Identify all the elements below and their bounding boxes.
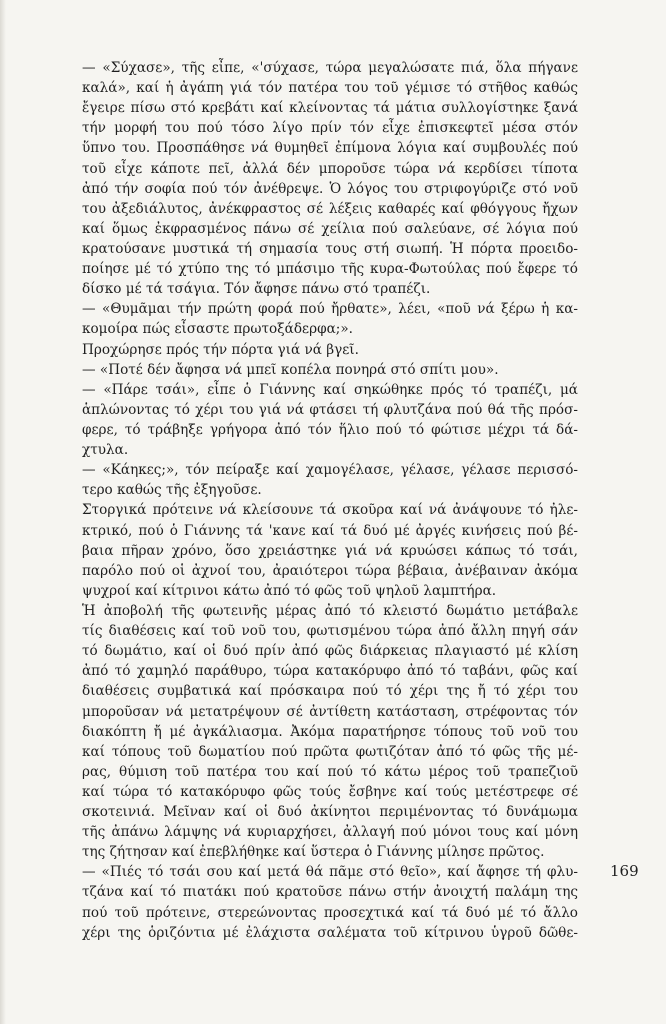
text-line: τζάνα καί τό πιατάκι πού κρατοῦσε πάνω στήν ἀνοιχτή παλάμη της [82, 884, 578, 901]
text-line: — «Σύχασε», τῆς εἶπε, «'σύχασε, τώρα μεγαλώσατε πιά, ὅλα πήγανε [82, 60, 578, 76]
text-line: καλά», καί ἡ ἀγάπη γιά τόν πατέρα του τοῦ γέμισε τό στῆθος καθώς [82, 80, 578, 97]
text-line: σκοτεινιά. Μεῖναν καί οἱ δυό ἀκίνητοι περιμένοντας τό δυνάμωμα [82, 804, 578, 821]
text-line: καί ὅμως ἐκφρασμένος πάνω σέ χείλια πού σαλεύανε, σέ λόγια πού [82, 220, 578, 237]
text-line: χτυλα. [82, 442, 129, 459]
text-line: καί τώρα τό κατακόρυφο φῶς τούς ἔσβηνε καί τούς μετέστρεφε σέ [82, 783, 578, 800]
text-line: — «Κάηκες;», τόν πείραξε καί χαμογέλασε, γέλασε, γέλασε περισσό- [82, 462, 578, 479]
text-line: τοῦ εἶχε κάποτε πεῖ, ἀλλά δέν μποροῦσε τώρα νά κερδίσει τίποτα [82, 160, 578, 177]
text-line: παρόλο πού οἱ ἀχνοί του, ἀραιότεροι τώρα βέβαια, ἀνέβαιναν ἀκόμα [82, 562, 578, 579]
text-line: Στοργικά πρότεινε νά κλείσουνε τά σκοῦρα καί νά ἀνάψουνε τό ἠλε- [82, 502, 578, 519]
text-line: — «Ποτέ δέν ἄφησα νά μπεῖ κοπέλα πονηρά στό σπίτι μου». [82, 361, 499, 378]
text-line: ἁπλώνοντας τό χέρι του γιά νά φτάσει τή φλυτζάνα πού θά τῆς πρόσ- [82, 401, 578, 418]
body-text [82, 58, 578, 943]
text-line: ἔγειρε πίσω στό κρεβάτι καί κλείνοντας τά μάτια συλλογίστηκε ξανά [82, 100, 578, 117]
text-line: — «Πιές τό τσάι σου καί μετά θά πᾶμε στό θεῖο», καί ἄφησε τή φλυ- [82, 864, 578, 881]
text-line: τῆς ἀπάνω λάμψης νά κυριαρχήσει, ἀλλαγή πού μόνοι τους καί μόνη [82, 824, 578, 841]
page-number: 169 [610, 862, 639, 880]
text-line: τερο καθώς τῆς ἐξηγοῦσε. [82, 482, 262, 499]
text-line: τίς διαθέσεις καί τοῦ νοῦ του, φωτισμένου τώρα ἀπό ἄλλη πηγή σάν [82, 623, 578, 640]
text-line: μποροῦσαν νά μετατρέψουν σέ ἀντίθετη κατάσταση, στρέφοντας τόν [82, 703, 578, 720]
text-line: διαθέσεις συμβατικά καί πρόσκαιρα πού τό χέρι της ἤ τό χέρι του [82, 683, 578, 700]
text-line: διακόπτη ἤ μέ ἀγκάλιασμα. Ἀκόμα παρατήρησε τόπους τοῦ νοῦ του [82, 723, 578, 740]
text-line: πού τοῦ πρότεινε, στερεώνοντας προσεχτικά καί τά δυό μέ τό ἄλλο [82, 904, 578, 921]
text-line: ρας, θύμιση τοῦ πατέρα του καί πού τό κάτω μέρος τοῦ τραπεζιοῦ [82, 763, 578, 780]
text-line: τήν μορφή του πού τόσο λίγο πρίν τόν εἶχε ἐπισκεφτεῖ μέσα στόν [82, 120, 578, 137]
text-line: βαια πῆραν χρόνο, ὅσο χρειάστηκε γιά νά κρυώσει κάπως τό τσάι, [82, 542, 578, 559]
text-line: ἀπό τήν σοφία πού τόν ἀνέθρεψε. Ὁ λόγος του στριφογύριζε στό νοῦ [82, 180, 578, 197]
text-line: Ἡ ἀποβολή τῆς φωτεινῆς μέρας ἀπό τό κλειστό δωμάτιο μετάβαλε [82, 602, 578, 619]
text-line: τό δωμάτιο, καί οἱ δυό πρίν ἀπό φῶς διάρκειας πλαγιαστό μέ κλίση [82, 643, 578, 660]
text-line: καί τόπους τοῦ δωματίου πού πρῶτα φωτιζόταν ἀπό τό φῶς τῆς μέ- [82, 743, 578, 760]
text-line: κομοίρα πώς εἶσαστε πρωτοξάδερφα;». [82, 321, 353, 338]
text-line: — «Πάρε τσάι», εἶπε ὁ Γιάννης καί σηκώθηκε πρός τό τραπέζι, μά [82, 381, 578, 398]
text-line: δίσκο μέ τά τσάγια. Τόν ἄφησε πάνω στό τραπέζι. [82, 281, 431, 298]
text-line: της ζήτησαν καί ἐπεβλήθηκε καί ὕστερα ὁ Γιάννης μίλησε πρῶτος. [82, 844, 545, 861]
text-line: κτρικό, πού ὁ Γιάννης τά 'κανε καί τά δυό μέ ἀργές κινήσεις πού βέ- [82, 522, 578, 539]
text-line: — «Θυμᾶμαι τήν πρώτη φορά πού ἤρθατε», λέει, «ποῦ νά ξέρω ἡ κα- [82, 301, 578, 318]
text-line: φερε, τό τράβηξε γρήγορα ἀπό τόν ἥλιο πού τό φώτισε μέχρι τά δά- [82, 421, 578, 438]
page-edge-shadow [0, 0, 6, 1024]
text-line: Προχώρησε πρός τήν πόρτα γιά νά βγεῖ. [82, 341, 359, 358]
text-line: ποίησε μέ τό χτύπο της τό μπάσιμο τῆς κυρα-Φωτούλας πού ἔφερε τό [82, 261, 578, 278]
text-line: χέρι της ὁριζόντια μέ ἐλάχιστα σαλέματα τοῦ κίτρινου ὑγροῦ δῶθε- [82, 924, 578, 941]
text-line: ἀπό τό χαμηλό παράθυρο, τώρα κατακόρυφο ἀπό τό ταβάνι, φῶς καί [82, 663, 578, 680]
text-line: του ἀξεδιάλυτος, ἀνέκφραστος σέ λέξεις καθαρές καί φθόγγους ἤχων [82, 200, 578, 217]
text-line: ὕπνο του. Προσπάθησε νά θυμηθεῖ ἐπίμονα λόγια καί συμβουλές πού [82, 140, 578, 157]
text-line: ψυχροί καί κίτρινοι κάτω ἀπό τό φῶς τοῦ ψηλοῦ λαμπτήρα. [82, 582, 497, 599]
text-line: κρατούσανε μυστικά τή σημασία τους στή σιωπή. Ἡ πόρτα προειδο- [82, 240, 578, 257]
